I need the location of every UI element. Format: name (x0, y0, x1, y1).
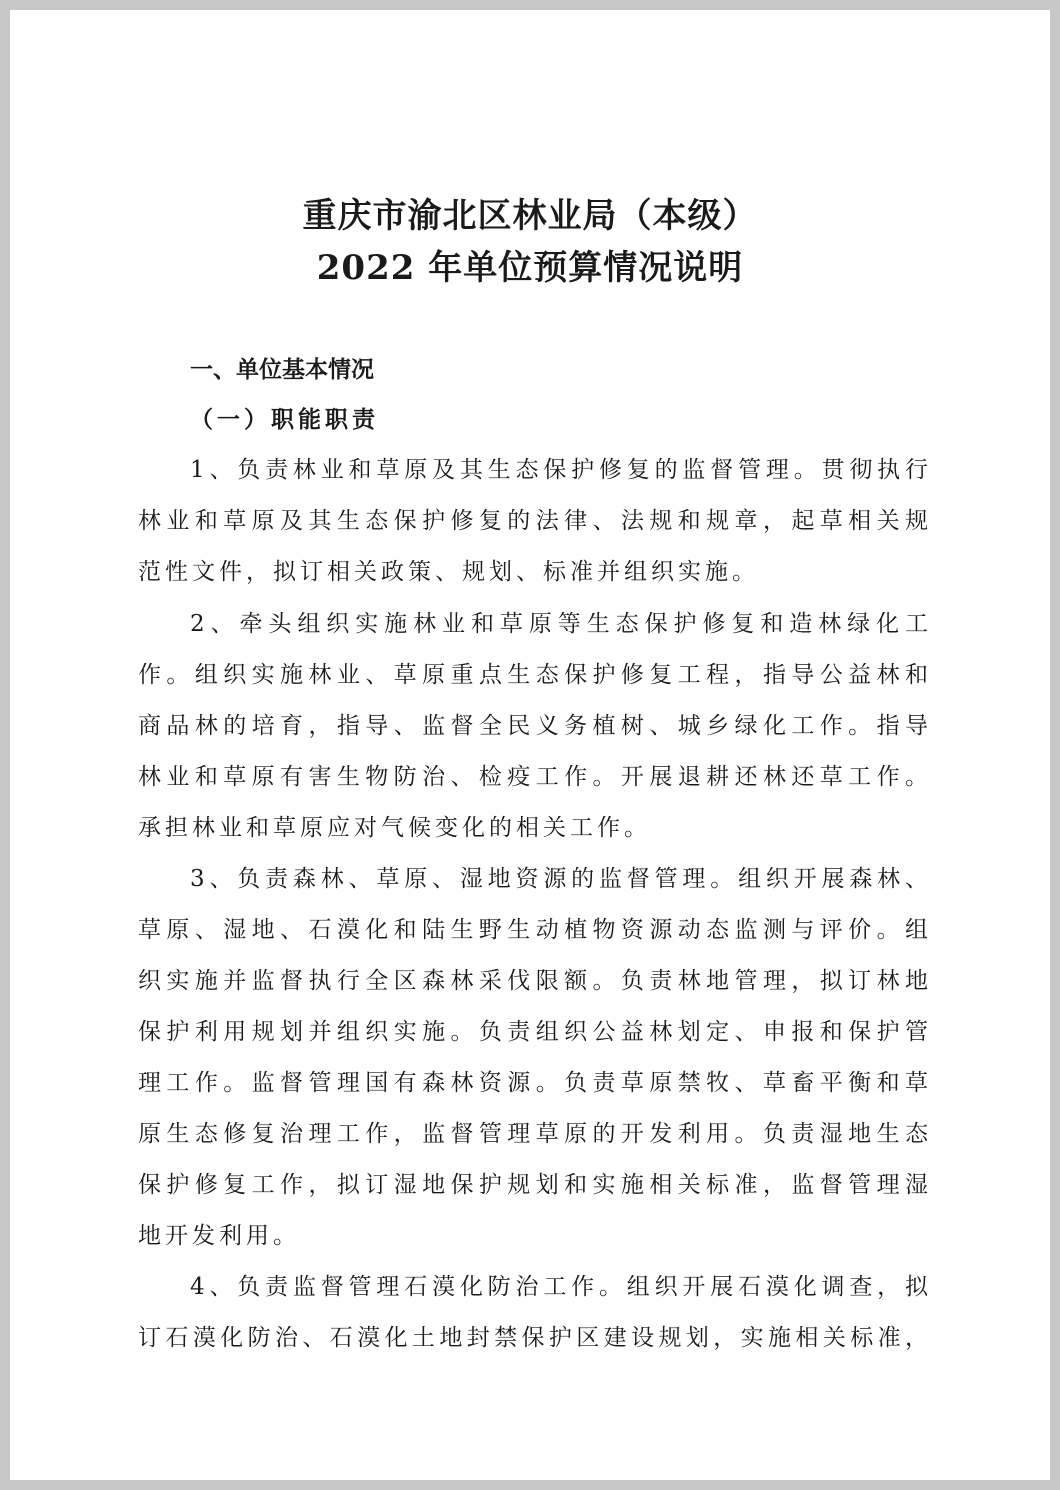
paragraph-1-line: 范性文件，拟订相关政策、规划、标准并组织实施。 (138, 559, 759, 585)
paragraph-3-line: 地开发利用。 (138, 1223, 300, 1249)
paragraph-3-line: 保护修复工作，拟订湿地保护规划和实施相关标准，监督管理湿 (138, 1172, 928, 1198)
paragraph-3-line: 原生态修复治理工作，监督管理草原的开发利用。负责湿地生态 (138, 1121, 928, 1147)
paragraph-1-line: 1、负责林业和草原及其生态保护修复的监督管理。贯彻执行 (190, 457, 928, 483)
paragraph-3-line: 草原、湿地、石漠化和陆生野生动植物资源动态监测与评价。组 (138, 917, 928, 943)
paragraph-3-line: 保护利用规划并组织实施。负责组织公益林划定、申报和保护管 (138, 1019, 928, 1045)
paragraph-3-line: 理工作。监督管理国有森林资源。负责草原禁牧、草畜平衡和草 (138, 1070, 928, 1096)
paragraph-4-line: 4、负责监督管理石漠化防治工作。组织开展石漠化调查，拟 (190, 1274, 928, 1300)
paragraph-1-line: 林业和草原及其生态保护修复的法律、法规和规章，起草相关规 (138, 508, 928, 534)
paragraph-3-line: 3、负责森林、草原、湿地资源的监督管理。组织开展森林、 (190, 866, 928, 892)
subsection-heading: （一）职能职责 (190, 406, 379, 433)
document-title-line-2: 2022 年单位预算情况说明 (316, 248, 744, 288)
section-heading: 一、单位基本情况 (190, 357, 374, 383)
paragraph-4-line: 订石漠化防治、石漠化土地封禁保护区建设规划，实施相关标准， (138, 1325, 928, 1351)
paragraph-2-line: 林业和草原有害生物防治、检疫工作。开展退耕还林还草工作。 (138, 764, 928, 790)
paragraph-2-line: 商品林的培育，指导、监督全民义务植树、城乡绿化工作。指导 (138, 713, 928, 739)
document-title-line-1: 重庆市渝北区林业局（本级） (302, 196, 758, 236)
document-page (10, 10, 1050, 1480)
paragraph-3-line: 织实施并监督执行全区森林采伐限额。负责林地管理，拟订林地 (138, 968, 928, 994)
paragraph-2-line: 2、牵头组织实施林业和草原等生态保护修复和造林绿化工 (190, 611, 928, 637)
paragraph-2-line: 作。组织实施林业、草原重点生态保护修复工程，指导公益林和 (138, 662, 928, 688)
paragraph-2-line: 承担林业和草原应对气候变化的相关工作。 (138, 815, 651, 841)
